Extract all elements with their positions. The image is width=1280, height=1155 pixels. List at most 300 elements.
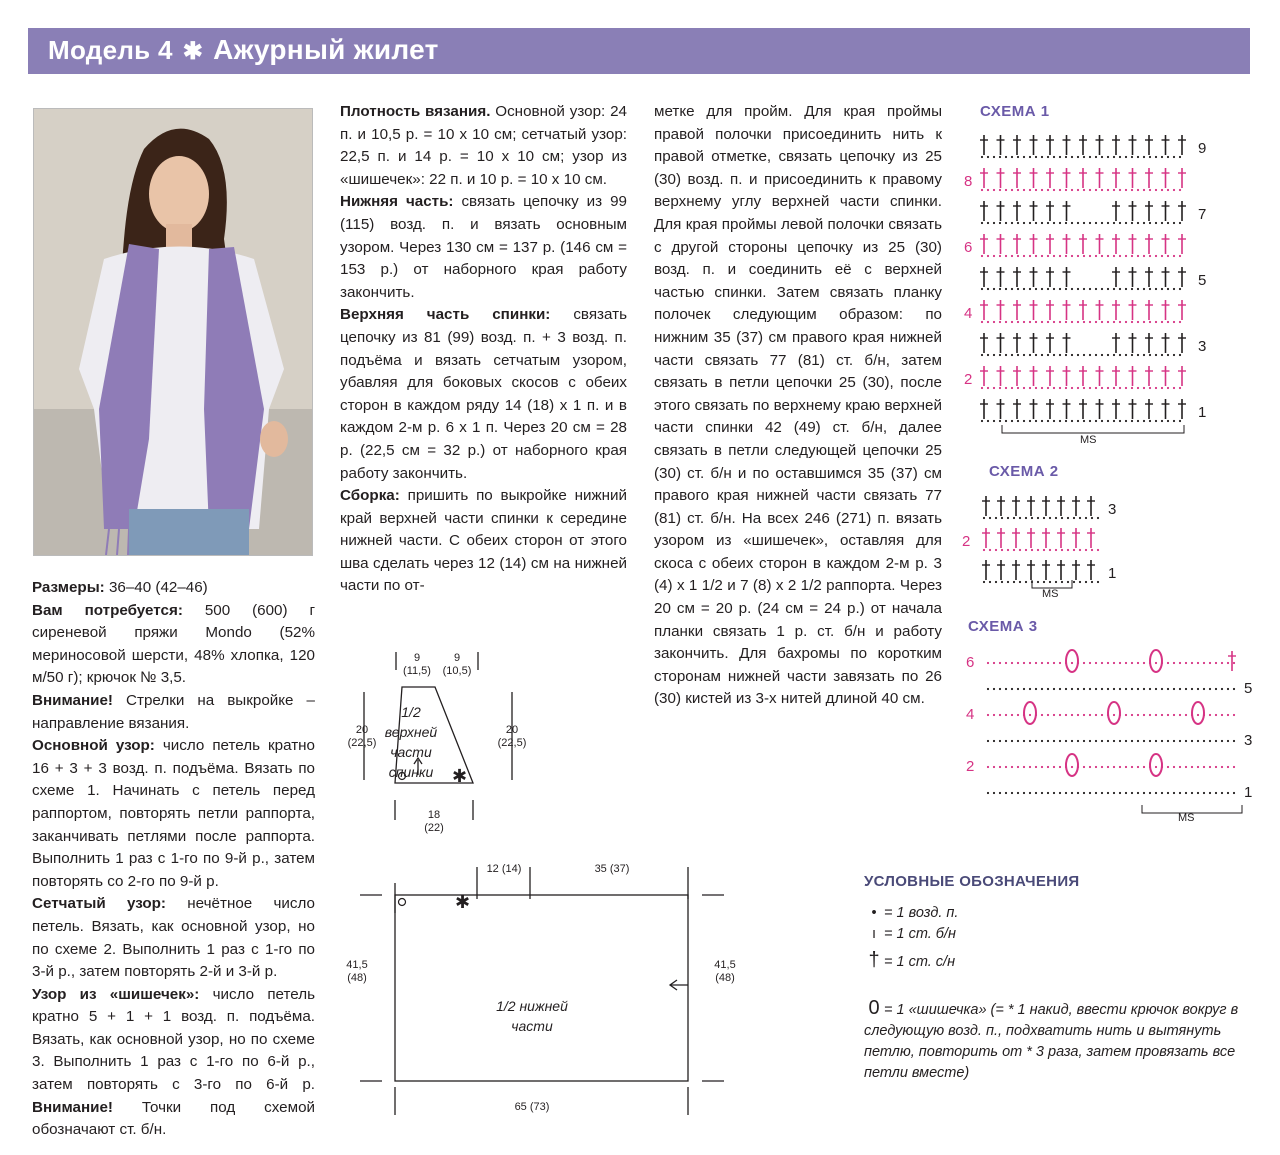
- chain-dot: [1089, 288, 1091, 290]
- chain-dot: [1071, 321, 1073, 323]
- chain-dot: [981, 189, 983, 191]
- chain-dot: [1101, 714, 1103, 716]
- chain-dot: [1011, 189, 1013, 191]
- scheme-3-ms-label: MS: [1178, 812, 1195, 824]
- chain-dot: [1161, 255, 1163, 257]
- chain-dot: [1125, 688, 1127, 690]
- chain-dot: [1125, 288, 1127, 290]
- text-column-2: [340, 101, 627, 598]
- chain-dot: [1013, 549, 1015, 551]
- chain-dot: [1017, 321, 1019, 323]
- chain-dot: [1053, 662, 1055, 664]
- text-column-3: [654, 101, 942, 711]
- back-dim-bottom: 18 (22): [424, 809, 444, 834]
- chain-dot: [1041, 288, 1043, 290]
- chain-dot: [1047, 156, 1049, 158]
- chain-dot: [1047, 714, 1049, 716]
- attention-text-2: Точки под схемой обозначают ст. б/н.: [32, 1098, 315, 1139]
- chain-dot: [1113, 156, 1115, 158]
- lower-dim-left: 41,5 (48): [346, 959, 368, 984]
- chain-dot: [1179, 387, 1181, 389]
- chain-dot: [1043, 549, 1045, 551]
- chain-dot: [999, 156, 1001, 158]
- chain-dot: [987, 792, 989, 794]
- chain-dot: [1061, 517, 1063, 519]
- chain-dot: [1083, 255, 1085, 257]
- chain-dot: [1119, 420, 1121, 422]
- chain-dot: [1113, 354, 1115, 356]
- chain-dot: [981, 255, 983, 257]
- chain-dot: [1167, 766, 1169, 768]
- chain-dot: [993, 156, 995, 158]
- chain-dot: [1017, 740, 1019, 742]
- chain-dot: [1101, 321, 1103, 323]
- scheme-1-title: СХЕМА 1: [980, 103, 1050, 120]
- chain-dot: [1149, 714, 1151, 716]
- back-dim-top-right: 9 (10,5): [442, 652, 472, 677]
- chain-dot: [1083, 189, 1085, 191]
- chain-dot: [1059, 740, 1061, 742]
- chain-dot: [1017, 792, 1019, 794]
- chain-dot: [1125, 387, 1127, 389]
- chain-dot: [1049, 517, 1051, 519]
- chain-dot: [1215, 714, 1217, 716]
- bobble-stitch: [1192, 702, 1204, 724]
- chain-dot: [1077, 420, 1079, 422]
- chain-dot: [1233, 714, 1235, 716]
- chain-dot: [1095, 420, 1097, 422]
- chain-dot: [1005, 740, 1007, 742]
- scheme-3-row-label: 6: [966, 654, 975, 671]
- chain-dot: [987, 156, 989, 158]
- chain-dot: [1029, 420, 1031, 422]
- chain-dot: [1143, 662, 1145, 664]
- chain-dot: [1017, 662, 1019, 664]
- chain-dot: [1155, 354, 1157, 356]
- chain-dot: [999, 255, 1001, 257]
- chain-dot: [1041, 714, 1043, 716]
- chain-dot: [1155, 766, 1157, 768]
- chain-dot: [1005, 255, 1007, 257]
- scheme-2-row-label: 2: [962, 533, 971, 550]
- chain-dot: [995, 517, 997, 519]
- chain-dot: [1143, 222, 1145, 224]
- chain-dot: [1037, 517, 1039, 519]
- model-photo: [33, 108, 313, 556]
- chain-dot: [1131, 792, 1133, 794]
- chain-dot: [1119, 688, 1121, 690]
- legend-item-bobble: 0 = 1 «шишечка» (= * 1 накид, ввести крючок вокруг в следующую возд. п., подхватить нить и вытянуть петлю, повторить от * 3 раза, затем провязать все петли вместе): [864, 997, 1239, 1081]
- chain-dot: [993, 255, 995, 257]
- scheme-1-row-label: 3: [1198, 338, 1207, 355]
- chain-dot: [1007, 517, 1009, 519]
- chain-dot: [1005, 714, 1007, 716]
- back-piece-label: 1/2 верхней части спинки: [384, 704, 438, 780]
- chain-dot: [1125, 420, 1127, 422]
- chain-dot: [1011, 714, 1013, 716]
- chain-dot: [1047, 792, 1049, 794]
- bobble-pattern-text: число петель кратно 5 + 1 + 1 возд. п. подъёма. Вязать, как основной узор, но по схеме 3. Выполнить 1 раз с 1-го по 6-й р., затем повторять с 3-го по 6-й р.: [32, 985, 316, 1094]
- chain-dot: [1001, 549, 1003, 551]
- chain-dot: [1155, 688, 1157, 690]
- chain-dot: [1173, 189, 1175, 191]
- chain-dot: [1107, 255, 1109, 257]
- chain-dot: [1071, 740, 1073, 742]
- chain-dot: [1137, 766, 1139, 768]
- sizes-label: Размеры:: [32, 579, 105, 596]
- chain-dot: [1095, 714, 1097, 716]
- back-part-label: Верхняя часть спинки:: [340, 306, 551, 324]
- back-dim-left: 20 (22,5): [347, 724, 377, 749]
- legend-item-sc: ı = 1 ст. б/н: [864, 924, 1254, 945]
- chain-dot: [1131, 688, 1133, 690]
- chain-dot: [1001, 517, 1003, 519]
- chain-dot: [1017, 255, 1019, 257]
- chain-dot: [1101, 662, 1103, 664]
- chain-dot: [1113, 255, 1115, 257]
- chain-dot: [1137, 792, 1139, 794]
- lower-part-label: Нижняя часть:: [340, 193, 454, 211]
- chain-dot: [1059, 189, 1061, 191]
- chain-dot: [1059, 255, 1061, 257]
- chain-dot: [983, 581, 985, 583]
- chain-dot: [1023, 420, 1025, 422]
- chain-dot: [993, 321, 995, 323]
- chain-dot: [1077, 321, 1079, 323]
- chain-dot: [1041, 792, 1043, 794]
- bobble-stitch: [1066, 754, 1078, 776]
- chain-dot: [1143, 792, 1145, 794]
- bobble-stitch: [1150, 754, 1162, 776]
- chain-dot: [1215, 688, 1217, 690]
- chain-dot: [1167, 714, 1169, 716]
- chain-dot: [1107, 662, 1109, 664]
- chain-dot: [1029, 189, 1031, 191]
- chain-dot: [1067, 581, 1069, 583]
- chain-dot: [1065, 222, 1067, 224]
- chain-dot: [1041, 662, 1043, 664]
- density-text: Основной узор: 24 п. и 10,5 р. = 10 х 10 см; сетчатый узор: 22,5 п. и 14 р. = 10 х 10 см; узор из «шишечек»: 22 п. и 10 р. = 10 х 10 см.: [340, 103, 627, 188]
- chain-dot: [1149, 288, 1151, 290]
- chain-dot: [1179, 288, 1181, 290]
- chain-dot: [1161, 420, 1163, 422]
- chain-dot: [1119, 740, 1121, 742]
- chain-dot: [993, 792, 995, 794]
- chain-dot: [1047, 189, 1049, 191]
- chain-dot: [1053, 354, 1055, 356]
- chain-dot: [1011, 222, 1013, 224]
- chain-dot: [1029, 288, 1031, 290]
- chain-dot: [1155, 740, 1157, 742]
- chain-dot: [1097, 517, 1099, 519]
- chain-dot: [993, 662, 995, 664]
- chain-dot: [1209, 662, 1211, 664]
- chain-dot: [1029, 688, 1031, 690]
- chain-dot: [1143, 156, 1145, 158]
- chain-dot: [1023, 740, 1025, 742]
- chain-dot: [1077, 714, 1079, 716]
- chain-dot: [1137, 156, 1139, 158]
- chain-dot: [1137, 740, 1139, 742]
- chain-dot: [1149, 189, 1151, 191]
- chain-dot: [1041, 740, 1043, 742]
- chain-dot: [1035, 662, 1037, 664]
- chain-dot: [1119, 189, 1121, 191]
- chain-dot: [1035, 222, 1037, 224]
- chain-dot: [1161, 714, 1163, 716]
- chain-dot: [987, 766, 989, 768]
- chain-dot: [1071, 714, 1073, 716]
- chain-dot: [1137, 288, 1139, 290]
- chain-dot: [1125, 740, 1127, 742]
- chain-dot: [1155, 387, 1157, 389]
- chain-dot: [1067, 549, 1069, 551]
- chain-dot: [993, 766, 995, 768]
- chain-dot: [1005, 688, 1007, 690]
- chain-dot: [1215, 740, 1217, 742]
- chain-dot: [1053, 288, 1055, 290]
- chain-dot: [1047, 222, 1049, 224]
- chain-dot: [1007, 549, 1009, 551]
- chain-dot: [1071, 354, 1073, 356]
- chain-dot: [1197, 740, 1199, 742]
- chain-dot: [1143, 766, 1145, 768]
- chain-dot: [1221, 766, 1223, 768]
- chain-dot: [1149, 255, 1151, 257]
- chain-dot: [999, 321, 1001, 323]
- chain-dot: [1035, 688, 1037, 690]
- chain-dot: [1227, 766, 1229, 768]
- lower-part-text: связать цепочку из 99 (115) возд. п. и вязать основным узором. Через 130 см = 137 р. (146 см = 153 р.) от наборного края работу закончить.: [340, 193, 627, 301]
- chain-dot: [993, 714, 995, 716]
- chain-dot: [1053, 688, 1055, 690]
- chain-dot: [987, 688, 989, 690]
- scheme-3-row-label: 1: [1244, 784, 1253, 801]
- chain-dot: [1191, 662, 1193, 664]
- chain-dot: [1101, 792, 1103, 794]
- chain-dot: [1073, 517, 1075, 519]
- chain-dot: [1167, 792, 1169, 794]
- chain-dot: [1059, 321, 1061, 323]
- chain-dot: [1059, 714, 1061, 716]
- chain-dot: [1155, 189, 1157, 191]
- chain-dot: [1185, 688, 1187, 690]
- chain-dot: [1071, 255, 1073, 257]
- chain-dot: [987, 321, 989, 323]
- chain-dot: [1143, 354, 1145, 356]
- chain-dot: [1059, 420, 1061, 422]
- ms-bracket: [1002, 425, 1184, 433]
- bobble-stitch: [1066, 650, 1078, 672]
- chain-dot: [1119, 222, 1121, 224]
- chain-dot: [1197, 792, 1199, 794]
- chain-dot: [1095, 222, 1097, 224]
- chain-dot: [1179, 420, 1181, 422]
- chain-dot: [1035, 255, 1037, 257]
- chain-dot: [995, 581, 997, 583]
- chain-dot: [1053, 156, 1055, 158]
- chain-dot: [1107, 766, 1109, 768]
- chain-dot: [1017, 688, 1019, 690]
- chain-dot: [1155, 662, 1157, 664]
- chain-dot: [1013, 581, 1015, 583]
- chain-dot: [1029, 354, 1031, 356]
- chain-dot: [1029, 766, 1031, 768]
- chain-dot: [1209, 792, 1211, 794]
- chain-dot: [1173, 662, 1175, 664]
- chain-dot: [1077, 740, 1079, 742]
- chain-dot: [1131, 740, 1133, 742]
- assembly-text: пришить по выкройке нижний край верхней части спинки к середине нижней части. С обеих сторон от этого шва сделать через 12 (14) см на нижней части по от-: [340, 487, 627, 595]
- chain-dot: [1125, 222, 1127, 224]
- chain-dot: [1029, 714, 1031, 716]
- chain-dot: [1059, 288, 1061, 290]
- chain-dot: [1125, 792, 1127, 794]
- chain-dot: [1131, 189, 1133, 191]
- chain-dot: [1161, 222, 1163, 224]
- chain-dot: [1065, 156, 1067, 158]
- chain-dot: [1119, 156, 1121, 158]
- chain-dot: [1079, 517, 1081, 519]
- chain-dot: [1185, 714, 1187, 716]
- chain-dot: [1067, 517, 1069, 519]
- chain-dot: [1185, 740, 1187, 742]
- chain-dot: [1101, 156, 1103, 158]
- chain-dot: [1107, 420, 1109, 422]
- chain-dot: [1215, 792, 1217, 794]
- chain-dot: [1095, 321, 1097, 323]
- chain-dot: [1005, 766, 1007, 768]
- chain-dot: [1125, 321, 1127, 323]
- chain-dot: [1089, 321, 1091, 323]
- lower-piece-diagram: [380, 855, 720, 1125]
- chain-dot: [1049, 581, 1051, 583]
- chain-dot: [1083, 321, 1085, 323]
- scheme-1-row-label: 1: [1198, 404, 1207, 421]
- chain-dot: [1101, 354, 1103, 356]
- chain-dot: [1119, 662, 1121, 664]
- chain-dot: [1173, 740, 1175, 742]
- bobble-icon: 0: [868, 997, 880, 1019]
- chain-dot: [1167, 662, 1169, 664]
- scheme-3-row-label: 4: [966, 706, 975, 723]
- chain-dot: [1113, 321, 1115, 323]
- paragraph-basic-pattern: [32, 735, 315, 893]
- chain-dot: [1203, 662, 1205, 664]
- chain-dot: [1085, 581, 1087, 583]
- chain-dot: [1023, 688, 1025, 690]
- chain-dot: [999, 662, 1001, 664]
- chain-dot: [1029, 387, 1031, 389]
- chain-dot: [1089, 662, 1091, 664]
- chain-dot: [1125, 255, 1127, 257]
- chain-dot: [1113, 189, 1115, 191]
- chain-dot: [987, 714, 989, 716]
- chain-dot: [1035, 288, 1037, 290]
- chain-dot: [981, 156, 983, 158]
- scheme-2-title: СХЕМА 2: [989, 463, 1059, 480]
- chain-dot: [1203, 740, 1205, 742]
- chain-dot: [1055, 517, 1057, 519]
- chain-dot: [1107, 792, 1109, 794]
- chain-dot: [999, 387, 1001, 389]
- lower-dim-bottom: 65 (73): [514, 1101, 550, 1113]
- mesh-pattern-label: Сетчатый узор:: [32, 895, 166, 913]
- chain-dot: [1119, 792, 1121, 794]
- bobble-pattern-label: Узор из «шишечек»:: [32, 985, 200, 1003]
- chain-dot: [1029, 255, 1031, 257]
- chain-dot: [1143, 714, 1145, 716]
- chain-dot: [999, 792, 1001, 794]
- chain-dot: [1083, 766, 1085, 768]
- chain-dot: [1131, 255, 1133, 257]
- basic-pattern-text: число петель кратно 16 + 3 + 3 возд. п. подъёма. Вязать по схеме 1. Начинать с петель перед раппортом, повторять петли раппорта, заканчивать петлями после раппорта. Выполнить 1 раз с 1-го по 9-й р., затем повторять со 2-го по 9-й р.: [32, 737, 315, 890]
- chain-dot: [1137, 354, 1139, 356]
- chain-dot: [1007, 581, 1009, 583]
- chain-dot: [1091, 517, 1093, 519]
- chain-dot: [1191, 740, 1193, 742]
- paragraph-lower-part: [340, 191, 627, 304]
- paragraph-sizes: [32, 577, 315, 600]
- chain-dot: [1065, 387, 1067, 389]
- back-dim-top-left: 9 (11,5): [403, 652, 431, 677]
- chain-dot: [1077, 156, 1079, 158]
- scheme-1-row-label: 8: [964, 173, 973, 190]
- chain-dot: [1005, 792, 1007, 794]
- chain-dot: [1095, 354, 1097, 356]
- chain-dot: [1023, 288, 1025, 290]
- chain-dot: [1179, 189, 1181, 191]
- chain-dot: [1203, 688, 1205, 690]
- assembly-continued-text: метке для пройм. Для края проймы правой полочки присоединить нить к правой отметке, связать цепочку из 25 (30) возд. п. и присоединить к правому верхнему углу верхней части спинки. Для края проймы левой полочки связать с другой стороны цепочку из 25 (30) возд. п. и соединить её с верхней частью спинки. Затем связать планку полочек следующим образом: по нижним 35 (37) см правого края нижней части связать 77 (81) ст. б/н, затем связать в петли цепочки 25 (30), после этого связать по верхнему краю верхней части спинки 42 (49) ст. б/н, далее связать в петли следующей цепочки 25 (30) ст. б/н и по оставшимся 35 (37) см правого края нижней части связать 77 (81) ст. б/н. На всех 246 (271) п. вязать узором из «шишечек», оставляя для скоса с обеих сторон в каждом 2-м р. 3 (4) х 1 1/2 и 7 (8) х 2 1/2 раппорта. Через 20 см = 20 р. (24 см = 24 р.) от начала планки связать 1 р. ст. б/н и работу закончить. Для бахромы по коротким сторонам нижней части завязать по 26 (30) кистей из 3-х нитей длиной 40 см.: [654, 103, 942, 708]
- chain-dot: [1173, 792, 1175, 794]
- chain-dot: [1197, 688, 1199, 690]
- chain-dot: [1061, 549, 1063, 551]
- chain-dot: [1173, 766, 1175, 768]
- chain-dot: [1221, 714, 1223, 716]
- chain-dot: [1125, 156, 1127, 158]
- bobble-stitch: [1108, 702, 1120, 724]
- chain-dot: [999, 354, 1001, 356]
- chain-dot: [993, 354, 995, 356]
- chain-dot: [1053, 714, 1055, 716]
- chain-dot: [1143, 288, 1145, 290]
- chain-dot: [1215, 662, 1217, 664]
- chain-dot: [1167, 354, 1169, 356]
- chain-dot: [1011, 766, 1013, 768]
- chain-dot: [1137, 222, 1139, 224]
- chain-dot: [1209, 740, 1211, 742]
- chain-dot: [1065, 288, 1067, 290]
- chain-dot: [1055, 549, 1057, 551]
- chain-dot: [1083, 288, 1085, 290]
- chain-dot: [1017, 189, 1019, 191]
- chain-dot: [1053, 766, 1055, 768]
- chain-dot: [1143, 321, 1145, 323]
- chain-dot: [1011, 740, 1013, 742]
- lower-dim-right: 41,5 (48): [714, 959, 736, 984]
- chain-dot: [1083, 156, 1085, 158]
- chain-dot: [1071, 222, 1073, 224]
- chain-dot: [1037, 549, 1039, 551]
- chain-dot: [1167, 255, 1169, 257]
- chain-dot: [1119, 255, 1121, 257]
- chain-dot: [1173, 321, 1175, 323]
- chain-dot: [1011, 321, 1013, 323]
- chain-dot: [1149, 354, 1151, 356]
- chain-dot: [1101, 420, 1103, 422]
- chain-dot: [1221, 740, 1223, 742]
